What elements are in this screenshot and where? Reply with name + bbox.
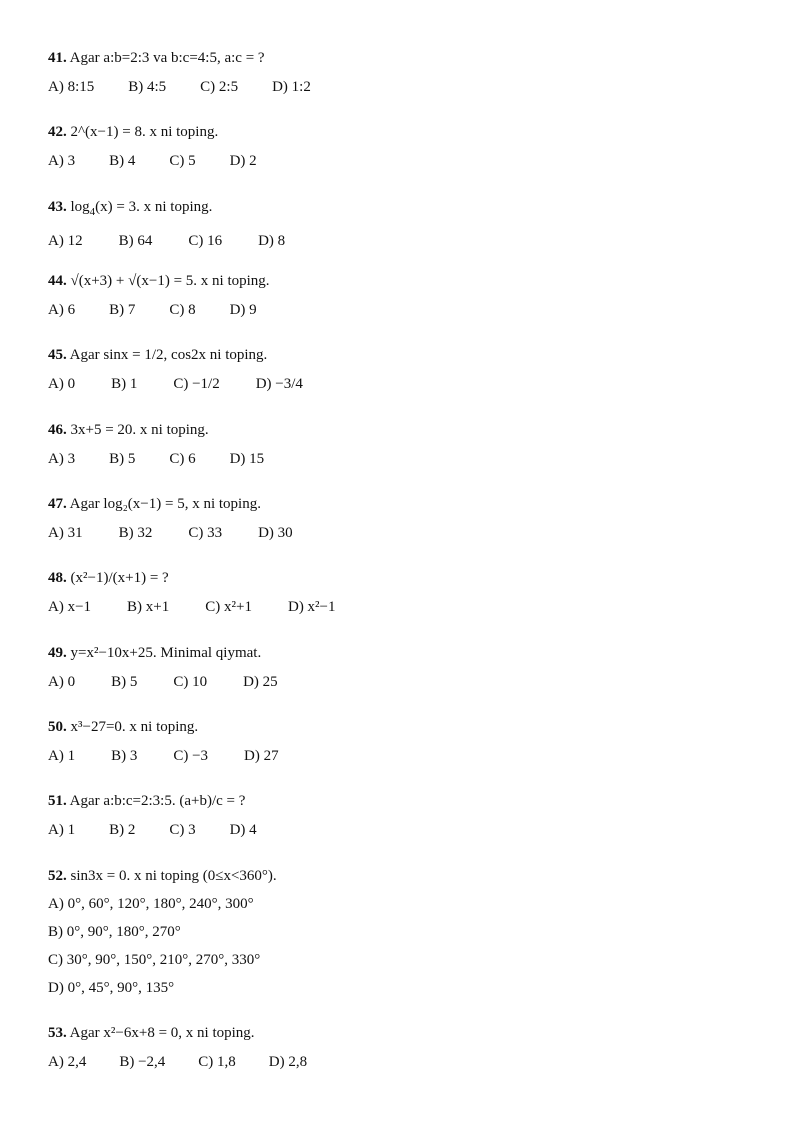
option-b: B) 64 — [118, 233, 153, 249]
option-b: B) 1 — [111, 376, 138, 392]
question-stem — [48, 568, 768, 588]
option-a: A) 1 — [48, 748, 76, 764]
answer-options — [48, 374, 768, 394]
option-c: C) 6 — [169, 451, 196, 467]
question-stem — [48, 197, 768, 222]
answer-options — [48, 151, 768, 171]
question-45 — [48, 345, 768, 394]
log-base: 4 — [89, 206, 96, 218]
option-b: B) 2 — [109, 822, 136, 838]
question-44 — [48, 271, 768, 320]
question-number: 49. — [48, 645, 67, 661]
option-d: D) x²−1 — [287, 599, 336, 615]
question-number: 41. — [48, 50, 67, 66]
option-a: A) 12 — [48, 233, 83, 249]
option-b: B) −2,4 — [119, 1054, 166, 1070]
question-number: 53. — [48, 1025, 67, 1041]
question-number: 50. — [48, 719, 67, 735]
question-number: 43. — [48, 199, 67, 215]
option-b: B) x+1 — [127, 599, 170, 615]
question-text: sin3x = 0. x ni toping (0≤x<360°). — [66, 868, 277, 884]
question-stem — [48, 271, 768, 291]
question-49 — [48, 643, 768, 692]
option-d: D) 0°, 45°, 90°, 135° — [48, 980, 175, 996]
option-b: B) 4:5 — [128, 79, 167, 95]
question-stem — [48, 420, 768, 440]
option-c: C) 10 — [173, 674, 208, 690]
option-b: B) 0°, 90°, 180°, 270° — [48, 924, 181, 940]
answer-options — [48, 300, 768, 320]
question-number: 45. — [48, 347, 67, 363]
option-d: D) 2 — [229, 153, 257, 169]
option-b: B) 7 — [109, 302, 136, 318]
answer-options — [48, 231, 768, 251]
question-stem — [48, 643, 768, 663]
question-number: 44. — [48, 273, 67, 289]
option-c: C) −3 — [173, 748, 209, 764]
option-a: A) 1 — [48, 822, 76, 838]
option-b: B) 4 — [109, 153, 136, 169]
question-text: Agar a:b:c=2:3:5. (a+b)/c = ? — [66, 793, 246, 809]
option-b: B) 3 — [111, 748, 138, 764]
option-c: C) −1/2 — [173, 376, 220, 392]
question-47 — [48, 494, 768, 543]
option-c: C) 1,8 — [198, 1054, 236, 1070]
question-46 — [48, 420, 768, 469]
option-c: C) 3 — [169, 822, 196, 838]
question-52 — [48, 866, 768, 998]
question-42 — [48, 122, 768, 171]
option-d: D) 30 — [258, 525, 293, 541]
question-text: Agar a:b=2:3 va b:c=4:5, a:c = ? — [66, 50, 265, 66]
worksheet-page — [48, 0, 768, 1131]
answer-options — [48, 1052, 768, 1072]
answer-options — [48, 597, 768, 617]
option-d: D) −3/4 — [255, 376, 303, 392]
question-text: Agar log₂(x−1) = 5, x ni toping. — [66, 496, 261, 512]
option-a: A) 2,4 — [48, 1054, 87, 1070]
question-number: 52. — [48, 868, 67, 884]
option-d: D) 1:2 — [272, 79, 311, 95]
option-a: A) 0 — [48, 376, 76, 392]
question-number: 42. — [48, 124, 67, 140]
option-c: C) 2:5 — [200, 79, 239, 95]
option-d: D) 9 — [229, 302, 257, 318]
question-text: (x²−1)/(x+1) = ? — [66, 570, 169, 586]
option-a: A) 0°, 60°, 120°, 180°, 240°, 300° — [48, 896, 254, 912]
option-a: A) 3 — [48, 153, 76, 169]
question-stem — [48, 494, 768, 514]
option-a: A) x−1 — [48, 599, 92, 615]
question-number: 48. — [48, 570, 67, 586]
option-c: C) 33 — [188, 525, 223, 541]
question-number: 47. — [48, 496, 67, 512]
answer-options — [48, 672, 768, 692]
question-stem — [48, 717, 768, 737]
question-number: 51. — [48, 793, 67, 809]
question-43 — [48, 197, 768, 251]
option-a: A) 8:15 — [48, 79, 95, 95]
answer-options — [48, 894, 768, 998]
option-d: D) 27 — [244, 748, 279, 764]
question-text: √(x+3) + √(x−1) = 5. x ni toping. — [66, 273, 270, 289]
option-a: A) 31 — [48, 525, 83, 541]
option-c: C) 30°, 90°, 150°, 210°, 270°, 330° — [48, 952, 261, 968]
option-a: A) 3 — [48, 451, 76, 467]
option-d: D) 25 — [243, 674, 278, 690]
question-41 — [48, 48, 768, 97]
question-stem — [48, 791, 768, 811]
question-text-pre: log — [66, 199, 90, 215]
answer-options — [48, 523, 768, 543]
option-c: C) 16 — [188, 233, 223, 249]
question-stem — [48, 345, 768, 365]
option-d: D) 4 — [229, 822, 257, 838]
option-c: C) 5 — [169, 153, 196, 169]
option-d: D) 8 — [258, 233, 286, 249]
question-stem — [48, 866, 768, 886]
answer-options — [48, 746, 768, 766]
question-53 — [48, 1023, 768, 1072]
answer-options — [48, 77, 768, 97]
question-48 — [48, 568, 768, 617]
option-a: A) 6 — [48, 302, 76, 318]
question-51 — [48, 791, 768, 840]
option-b: B) 32 — [118, 525, 153, 541]
answer-options — [48, 820, 768, 840]
option-a: A) 0 — [48, 674, 76, 690]
question-text: Agar sinx = 1/2, cos2x ni toping. — [66, 347, 268, 363]
option-d: D) 2,8 — [268, 1054, 308, 1070]
question-text: 2^(x−1) = 8. x ni toping. — [66, 124, 219, 140]
question-text: y=x²−10x+25. Minimal qiymat. — [66, 645, 262, 661]
question-stem — [48, 1023, 768, 1043]
question-text: Agar x²−6x+8 = 0, x ni toping. — [66, 1025, 255, 1041]
question-stem — [48, 48, 768, 68]
question-text-post: (x) = 3. x ni toping. — [95, 199, 213, 215]
question-text: 3x+5 = 20. x ni toping. — [66, 422, 209, 438]
option-c: C) 8 — [169, 302, 196, 318]
option-b: B) 5 — [111, 674, 138, 690]
question-50 — [48, 717, 768, 766]
answer-options — [48, 449, 768, 469]
option-d: D) 15 — [229, 451, 265, 467]
question-number: 46. — [48, 422, 67, 438]
option-c: C) x²+1 — [205, 599, 252, 615]
question-text: x³−27=0. x ni toping. — [66, 719, 199, 735]
option-b: B) 5 — [109, 451, 136, 467]
question-stem — [48, 122, 768, 142]
